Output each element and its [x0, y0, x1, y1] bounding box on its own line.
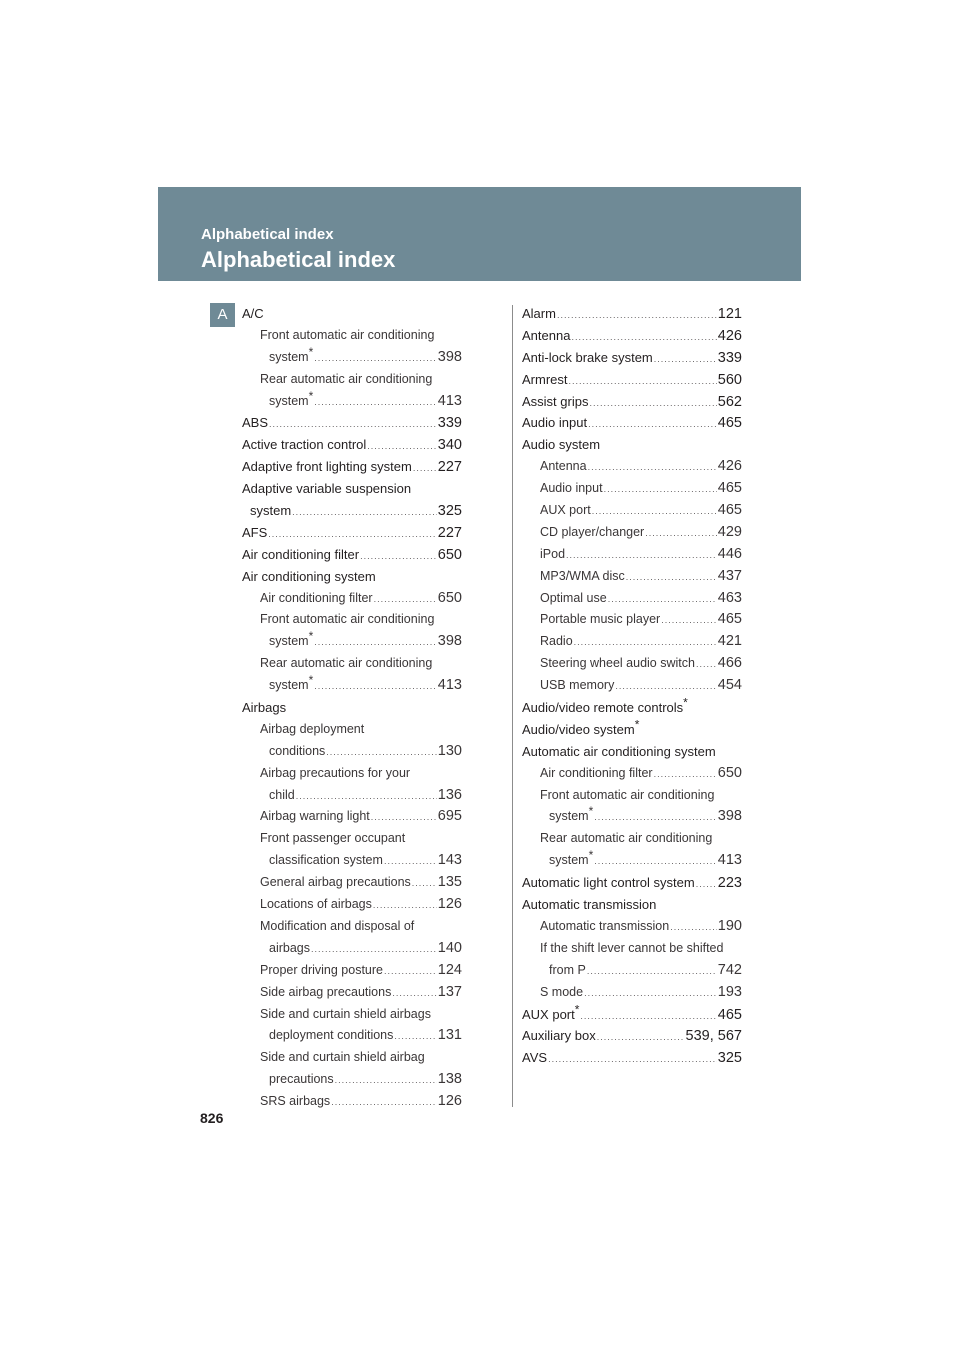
index-entry-term: system — [250, 503, 292, 519]
index-page-ref[interactable]: 560 — [717, 371, 742, 388]
index-page-ref[interactable]: 398 — [437, 633, 462, 650]
index-entry-term: SRS airbags — [260, 1094, 331, 1109]
index-entry-term: AVS — [522, 1050, 548, 1066]
index-entry-term: child — [269, 787, 295, 802]
index-entry-term: deployment conditions — [269, 1028, 394, 1043]
dot-leader — [548, 1049, 717, 1071]
index-entry — [242, 412, 462, 434]
index-entry — [522, 916, 742, 938]
dot-leader — [608, 589, 717, 611]
dot-leader — [571, 327, 716, 349]
index-entry-term: Audio input — [522, 415, 588, 431]
index-page-ref[interactable]: 742 — [717, 961, 742, 978]
index-page-ref[interactable]: 437 — [717, 567, 742, 584]
dot-leader — [314, 392, 437, 414]
index-entry — [242, 344, 462, 369]
dot-leader — [696, 874, 717, 896]
dot-leader — [394, 1026, 436, 1048]
index-entry — [522, 785, 742, 807]
index-entry — [522, 434, 742, 456]
index-entry-term: Airbag warning light — [260, 809, 370, 824]
dot-leader — [371, 807, 437, 829]
index-entry-term: Locations of airbags — [260, 897, 372, 912]
dot-leader — [373, 895, 437, 917]
index-page-ref[interactable]: 465 — [717, 502, 742, 519]
index-entry-term: General airbag precautions — [260, 875, 411, 890]
index-entry — [522, 1004, 742, 1026]
index-entry — [522, 412, 742, 434]
index-entry — [242, 522, 462, 544]
dot-leader — [588, 457, 717, 479]
index-page-ref[interactable]: 325 — [437, 503, 462, 520]
index-page-ref[interactable]: 138 — [437, 1071, 462, 1088]
index-entry — [242, 982, 462, 1004]
index-entry-term: Front automatic air conditioning — [540, 787, 715, 802]
index-entry — [522, 1047, 742, 1069]
index-entry — [522, 325, 742, 347]
index-entry — [242, 1004, 462, 1026]
index-page-ref[interactable]: 413 — [717, 852, 742, 869]
index-entry — [522, 741, 742, 763]
index-entry-term: If the shift lever cannot be shifted — [540, 940, 724, 955]
index-entry — [522, 631, 742, 653]
dot-leader — [661, 610, 717, 632]
index-entry-term: S mode — [540, 984, 584, 999]
index-entry-term: Air conditioning filter — [260, 590, 373, 605]
index-page-ref[interactable]: 465 — [717, 611, 742, 628]
index-entry-term: Active traction control — [242, 437, 367, 453]
index-page-ref[interactable]: 465 — [717, 480, 742, 497]
index-page-ref[interactable]: 135 — [437, 874, 462, 891]
index-entry-term: classification system — [269, 853, 383, 868]
dot-leader — [569, 371, 717, 393]
dot-leader — [412, 873, 437, 895]
dot-leader — [557, 305, 717, 327]
dot-leader — [326, 742, 437, 764]
index-page-ref[interactable]: 121 — [717, 306, 742, 322]
dot-leader — [384, 961, 437, 983]
dot-leader — [374, 589, 437, 611]
index-entry — [242, 1091, 462, 1113]
index-entry-term: ABS — [242, 415, 269, 431]
index-entry — [522, 456, 742, 478]
index-page-ref[interactable]: 340 — [437, 437, 462, 454]
index-entry-term: system* — [549, 848, 594, 868]
index-entry — [522, 391, 742, 413]
dot-leader — [670, 917, 717, 939]
index-page-ref[interactable]: 227 — [437, 459, 462, 476]
index-entry-term: Alarm — [522, 306, 556, 321]
index-entry-term: from P — [549, 962, 586, 977]
index-entry-term: CD player/changer — [540, 524, 645, 539]
index-entry-term: Front automatic air conditioning — [260, 612, 435, 627]
index-entry — [522, 806, 742, 828]
page-title: Alphabetical index — [201, 247, 396, 272]
dot-leader — [367, 436, 437, 458]
index-entry-term: Antenna — [540, 459, 587, 474]
index-entry-term: Air conditioning filter — [540, 765, 653, 780]
dot-leader — [587, 961, 717, 983]
dot-leader — [269, 414, 437, 436]
index-entry — [522, 960, 742, 982]
index-entry — [522, 347, 742, 369]
index-entry — [522, 719, 742, 741]
dot-leader — [292, 502, 437, 524]
index-page-ref[interactable]: 325 — [717, 1050, 742, 1067]
index-entry — [242, 566, 462, 588]
index-entry-term: Side and curtain shield airbags — [260, 1006, 431, 1021]
index-entry — [522, 872, 742, 894]
index-page-ref[interactable]: 413 — [437, 677, 462, 694]
index-entry — [242, 653, 462, 675]
index-entry-term: Modification and disposal of — [260, 918, 415, 933]
index-entry — [522, 763, 742, 785]
dot-leader — [594, 851, 717, 873]
index-entry — [242, 434, 462, 456]
index-entry — [522, 369, 742, 391]
index-page-ref[interactable]: 223 — [717, 875, 742, 892]
index-entry — [522, 938, 742, 960]
index-page-ref[interactable]: 140 — [437, 939, 462, 956]
dot-leader — [654, 764, 717, 786]
index-entry — [242, 325, 462, 347]
index-page-ref[interactable]: 562 — [717, 393, 742, 410]
dot-leader — [574, 632, 717, 654]
index-entry-term: AUX port* — [522, 1002, 580, 1022]
index-page-ref[interactable]: 650 — [717, 764, 742, 781]
index-page-ref[interactable]: 227 — [437, 524, 462, 541]
index-page-ref[interactable]: 650 — [437, 589, 462, 606]
index-entry-term: Airbags — [242, 700, 287, 716]
dot-leader — [592, 501, 717, 523]
index-entry-term: Anti-lock brake system — [522, 349, 653, 365]
index-entry-term: Automatic light control system — [522, 875, 695, 891]
index-entry-term: Auxiliary box — [522, 1028, 596, 1044]
index-page-ref[interactable]: 131 — [437, 1027, 462, 1044]
index-page-ref[interactable]: 429 — [717, 523, 742, 540]
index-column-left — [242, 303, 462, 1113]
index-page-ref[interactable]: 695 — [437, 808, 462, 825]
index-entry — [242, 456, 462, 478]
index-entry — [522, 697, 742, 719]
index-entry — [242, 1069, 462, 1091]
index-entry — [242, 960, 462, 982]
dot-leader — [566, 545, 717, 567]
index-page-ref[interactable]: 398 — [717, 808, 742, 825]
index-column-right — [522, 303, 742, 1069]
index-entry-term: Side airbag precautions — [260, 984, 392, 999]
index-entry-term: system* — [269, 344, 314, 364]
section-label: Alphabetical index — [201, 226, 334, 243]
index-entry — [522, 850, 742, 872]
index-page-ref[interactable]: 339 — [437, 415, 462, 432]
dot-leader — [594, 807, 717, 829]
index-entry — [522, 653, 742, 675]
index-entry-term: AUX port — [540, 503, 591, 518]
index-entry-term: Antenna — [522, 327, 571, 343]
index-entry-term: system* — [269, 388, 314, 408]
index-entry-term: USB memory — [540, 678, 615, 693]
dot-leader — [392, 983, 436, 1005]
index-entry-term: Rear automatic air conditioning — [260, 371, 433, 386]
index-page-ref[interactable]: 463 — [717, 589, 742, 606]
index-entry — [242, 672, 462, 697]
index-entry — [242, 631, 462, 653]
index-page-ref[interactable]: 124 — [437, 961, 462, 978]
index-entry-term: Audio/video remote controls* — [522, 695, 688, 716]
letter-tab[interactable]: A — [210, 303, 235, 327]
index-entry-term: Steering wheel audio switch — [540, 656, 695, 671]
index-entry-term: system* — [269, 672, 314, 693]
index-page-ref[interactable]: 650 — [437, 546, 462, 563]
index-entry — [242, 1047, 462, 1069]
index-entry — [242, 938, 462, 960]
index-entry — [242, 500, 462, 522]
index-entry-term: Automatic transmission — [522, 897, 657, 913]
index-page-ref[interactable]: 193 — [717, 983, 742, 1000]
index-entry — [242, 916, 462, 938]
index-entry-term: Optimal use — [540, 590, 607, 605]
index-entry — [522, 1025, 742, 1047]
index-page-ref[interactable]: 426 — [717, 327, 742, 344]
dot-leader — [588, 414, 717, 436]
dot-leader — [384, 851, 437, 873]
index-page-ref[interactable]: 126 — [437, 1093, 462, 1110]
index-entry-term: airbags — [269, 940, 310, 955]
index-entry-term: Airbag deployment — [260, 721, 365, 736]
index-page-ref[interactable]: 465 — [717, 415, 742, 432]
index-entry-term: Adaptive front lighting system — [242, 459, 412, 475]
index-entry-term: Side and curtain shield airbag — [260, 1050, 425, 1065]
index-entry-term: AFS — [242, 524, 268, 540]
index-entry-term: Portable music player — [540, 612, 661, 627]
index-entry-term: Front automatic air conditioning — [260, 327, 435, 342]
index-entry-term: Rear automatic air conditioning — [540, 831, 713, 846]
index-entry — [242, 369, 462, 391]
index-entry-term: MP3/WMA disc — [540, 568, 625, 583]
index-entry — [522, 675, 742, 697]
index-entry — [242, 697, 462, 719]
index-entry-term: A/C — [242, 306, 264, 321]
index-entry — [522, 982, 742, 1004]
index-entry — [242, 894, 462, 916]
index-entry — [522, 566, 742, 588]
index-entry — [242, 719, 462, 741]
index-entry — [242, 850, 462, 872]
index-entry — [242, 741, 462, 763]
index-entry-term: Automatic air conditioning system — [522, 743, 716, 759]
index-entry-term: Audio input — [540, 481, 603, 496]
page-number: 826 — [200, 1110, 224, 1126]
index-entry-term: Airbag precautions for your — [260, 765, 411, 780]
index-entry — [242, 1025, 462, 1047]
dot-leader — [645, 523, 717, 545]
dot-leader — [584, 983, 717, 1005]
index-entry — [522, 500, 742, 522]
index-entry — [242, 806, 462, 828]
index-page-ref[interactable]: 126 — [437, 896, 462, 913]
dot-leader — [696, 654, 717, 676]
index-entry — [522, 894, 742, 916]
index-entry — [522, 588, 742, 610]
index-entry-term: Front passenger occupant — [260, 831, 406, 846]
dot-leader — [589, 393, 716, 415]
index-entry-term: Rear automatic air conditioning — [260, 656, 433, 671]
index-page-ref[interactable]: 136 — [437, 786, 462, 803]
index-entry-term: Air conditioning filter — [242, 546, 360, 562]
index-entry-term: precautions — [269, 1072, 334, 1087]
index-page-ref[interactable]: 413 — [437, 392, 462, 409]
dot-leader — [331, 1092, 437, 1114]
index-entry-term: Assist grips — [522, 393, 589, 409]
index-entry-term: Adaptive variable suspension — [242, 481, 412, 497]
dot-leader — [580, 1006, 716, 1028]
index-entry-term: Proper driving posture — [260, 962, 383, 977]
index-page-ref[interactable]: 143 — [437, 852, 462, 869]
index-entry — [242, 588, 462, 610]
index-entry — [522, 609, 742, 631]
index-entry — [242, 544, 462, 566]
index-page-ref[interactable]: 130 — [437, 742, 462, 759]
dot-leader — [654, 349, 717, 371]
index-entry-term: system* — [549, 804, 594, 824]
index-entry — [242, 763, 462, 785]
index-entry — [242, 828, 462, 850]
index-entry-term: Automatic transmission — [540, 918, 670, 933]
dot-leader — [604, 479, 717, 501]
index-entry-term: system* — [269, 629, 314, 649]
index-page-ref[interactable]: 421 — [717, 633, 742, 650]
dot-leader — [626, 567, 717, 589]
index-entry — [522, 544, 742, 566]
page-header — [158, 187, 801, 281]
index-entry — [242, 785, 462, 807]
dot-leader — [314, 676, 437, 698]
column-divider — [512, 305, 513, 1107]
index-entry — [242, 478, 462, 500]
index-page-ref[interactable]: 137 — [437, 983, 462, 1000]
dot-leader — [314, 348, 437, 370]
index-entry-term: Air conditioning system — [242, 568, 376, 584]
index-entry-term: conditions — [269, 743, 326, 758]
index-entry — [242, 388, 462, 413]
index-entry-term: Radio — [540, 634, 573, 649]
index-entry-term: Audio system — [522, 437, 601, 453]
index-page-ref[interactable]: 465 — [717, 1006, 742, 1023]
index-page-ref[interactable]: 539, 567 — [685, 1028, 742, 1045]
index-entry — [242, 609, 462, 631]
dot-leader — [360, 546, 437, 568]
index-page-ref[interactable]: 466 — [717, 655, 742, 672]
dot-leader — [314, 632, 437, 654]
dot-leader — [413, 458, 437, 480]
index-entry — [522, 522, 742, 544]
dot-leader — [615, 676, 716, 698]
index-entry-term: iPod — [540, 546, 566, 561]
index-entry-term: Armrest — [522, 371, 568, 387]
index-page-ref[interactable]: 426 — [717, 458, 742, 475]
index-entry — [522, 478, 742, 500]
index-page-ref[interactable]: 190 — [717, 917, 742, 934]
index-entry — [242, 303, 462, 325]
dot-leader — [268, 524, 437, 546]
index-entry-term: Audio/video system* — [522, 717, 640, 737]
dot-leader — [335, 1070, 437, 1092]
dot-leader — [311, 939, 437, 961]
index-page-ref[interactable]: 446 — [717, 545, 742, 562]
dot-leader — [597, 1027, 685, 1049]
index-entry — [242, 872, 462, 894]
dot-leader — [296, 786, 437, 808]
index-page-ref[interactable]: 339 — [717, 349, 742, 366]
index-page-ref[interactable]: 454 — [717, 677, 742, 694]
index-entry — [522, 303, 742, 325]
index-entry — [522, 828, 742, 850]
index-page-ref[interactable]: 398 — [437, 348, 462, 365]
